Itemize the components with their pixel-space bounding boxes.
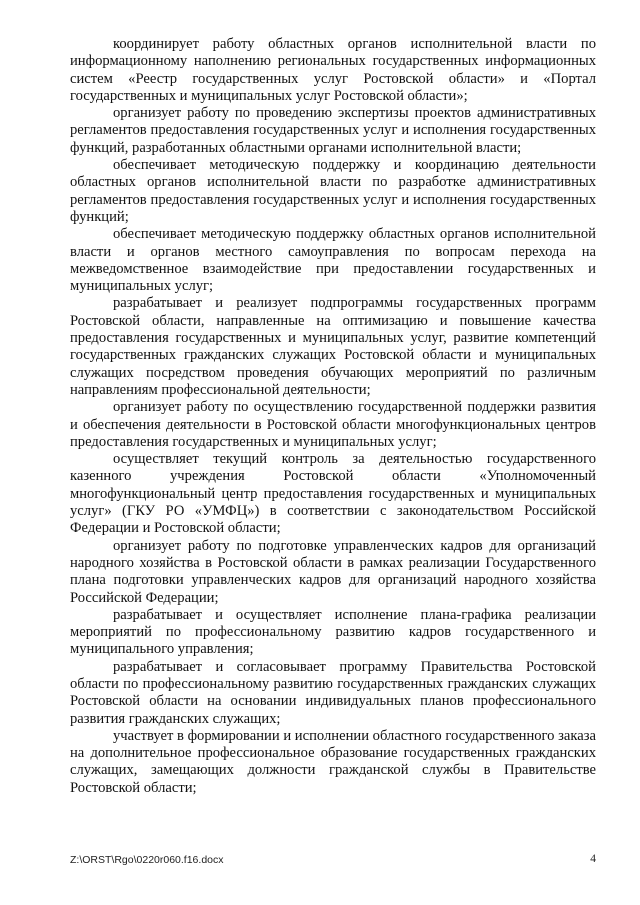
page-number: 4 [590, 853, 596, 865]
paragraph-umfc-control: осуществляет текущий контроль за деятельностью государственного казенного учреждения Ростовской области «Уполномоченный многофункциональный центр предоставления государственных и муниципальных услуг» (ГКУ РО «УМФЦ») в соответствии с законодательством Российской Федерации и Ростовской области; [70, 451, 596, 537]
paragraph-state-order: участвует в формировании и исполнении областного государственного заказа на дополнительное профессиональное образование государственных гражданских служащих, замещающих должности гражданской службы в Правительстве Ростовской области; [70, 727, 596, 796]
footer-file-path: Z:\ORST\Rgo\0220r060.f16.docx [70, 854, 224, 866]
paragraph-subprograms: разрабатывает и реализует подпрограммы государственных программ Ростовской области, направленные на оптимизацию и повышение качества предоставления государственных и муниципальных услуг, развитие компетенций государственных гражданских служащих Ростовской области и муниципальных служащих посредством проведения обучающих мероприятий по различным направлениям профессиональной деятельности; [70, 295, 596, 398]
paragraph-interagency-interaction: обеспечивает методическую поддержку областных органов исполнительной власти и органов местного самоуправления по вопросам перехода на межведомственное взаимодействие при предоставлении государственных и муниципальных услуг; [70, 226, 596, 295]
paragraph-methodical-support-regulations: обеспечивает методическую поддержку и координацию деятельности областных органов исполнительной власти по разработке административных регламентов предоставления государственных услуг и исполнения государственных функций; [70, 157, 596, 225]
document-body [70, 36, 596, 797]
paragraph-management-training: организует работу по подготовке управленческих кадров для организаций народного хозяйства в Ростовской области в рамках реализации Государственного плана подготовки управленческих кадров для организаций народного хозяйства Российской Федерации; [70, 537, 596, 606]
paragraph-coordination-info-systems: координирует работу областных органов исполнительной власти по информационному наполнению региональных государственных информационных систем «Реестр государственных услуг Ростовской области» и «Портал государственных и муниципальных услуг Ростовской области»; [70, 36, 596, 104]
paragraph-government-program: разрабатывает и согласовывает программу Правительства Ростовской области по профессиональному развитию государственных гражданских служащих Ростовской области на основании индивидуальных планов профессионального развития гражданских служащих; [70, 658, 596, 727]
paragraph-plan-schedule: разрабатывает и осуществляет исполнение плана-графика реализации мероприятий по профессиональному развитию кадров государственного и муниципального управления; [70, 606, 596, 658]
paragraph-mfc-support: организует работу по осуществлению государственной поддержки развития и обеспечения деятельности в Ростовской области многофункциональных центров предоставления государственных и муниципальных услуг; [70, 399, 596, 450]
paragraph-regulation-expertise: организует работу по проведению экспертизы проектов административных регламентов предоставления государственных услуг и исполнения государственных функций, разработанных областными органами исполнительной власти; [70, 105, 596, 156]
